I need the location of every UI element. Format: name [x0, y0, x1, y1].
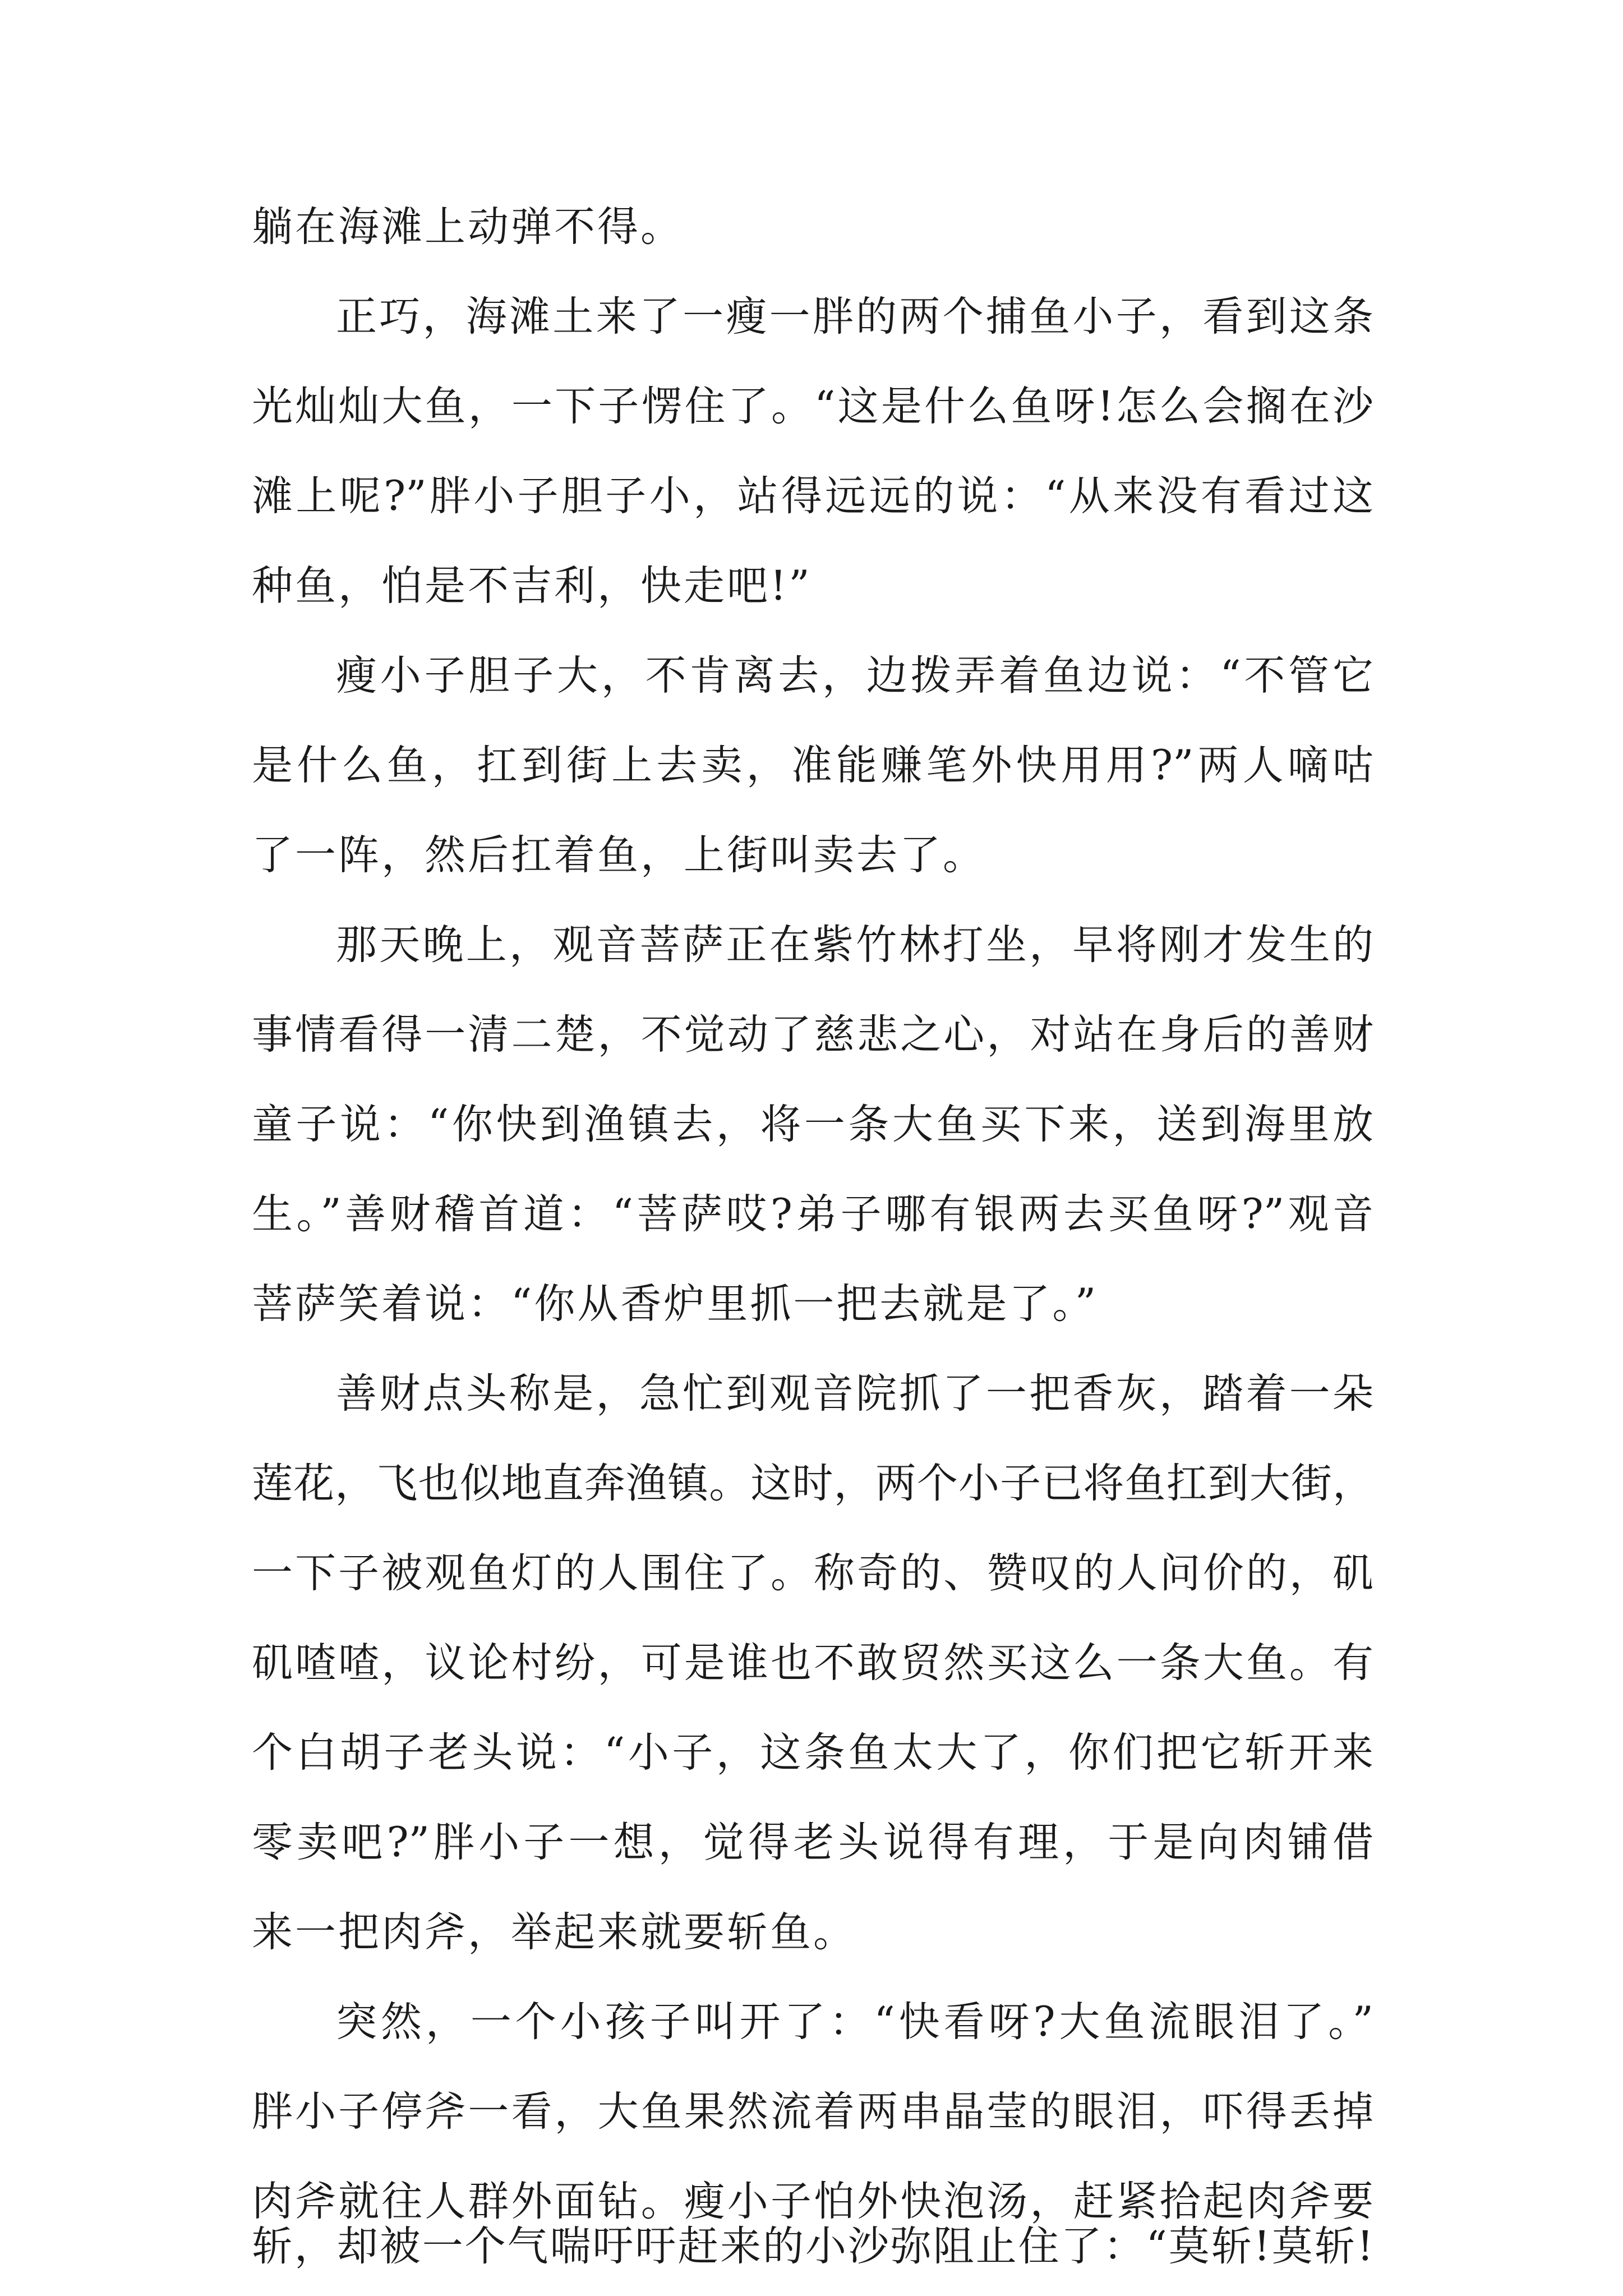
text-line-1: 躺在海滩上动弹不得。 [252, 203, 684, 251]
text-line-6: 瘦小子胆子大，不肯离去，边拨弄着鱼边说：“不管它 [336, 652, 1373, 700]
text-line-15: 莲花，飞也似地直奔渔镇。这时，两个小子已将鱼扛到大街， [252, 1460, 1373, 1507]
text-line-3: 光灿灿大鱼，一下子愣住了。“这是什么鱼呀!怎么会搁在沙 [252, 383, 1373, 430]
text-line-14: 善财点头称是，急忙到观音院抓了一把香灰，踏着一朵 [336, 1370, 1373, 1418]
text-line-4: 滩上呢?”胖小子胆子小，站得远远的说：“从来没有看过这 [252, 472, 1373, 520]
text-line-23: 肉斧就往人群外面钻。瘦小子怕外快泡汤，赶紧拾起肉斧要 [252, 2178, 1373, 2225]
text-line-18: 个白胡子老头说：“小子，这条鱼太大了，你们把它斩开来 [252, 1729, 1373, 1777]
text-line-10: 事情看得一清二楚，不觉动了慈悲之心，对站在身后的善财 [252, 1011, 1373, 1059]
text-line-7: 是什么鱼，扛到街上去卖，准能赚笔外快用用?”两人嘀咕 [252, 742, 1373, 789]
text-line-11: 童子说：“你快到渔镇去，将一条大鱼买下来，送到海里放 [252, 1101, 1373, 1148]
text-line-22: 胖小子停斧一看，大鱼果然流着两串晶莹的眼泪，吓得丢掉 [252, 2088, 1373, 2136]
text-line-24: 斩，却被一个气喘吁吁赶来的小沙弥阻止住了：“莫斩!莫斩! [252, 2223, 1373, 2270]
text-line-12: 生。”善财稽首道：“菩萨哎?弟子哪有银两去买鱼呀?”观音 [252, 1190, 1373, 1238]
text-line-9: 那天晚上，观音菩萨正在紫竹林打坐，早将刚才发生的 [336, 921, 1373, 969]
text-line-17: 矶喳喳，议论村纷，可是谁也不敢贸然买这么一条大鱼。有 [252, 1639, 1373, 1687]
text-line-20: 来一把肉斧，举起来就要斩鱼。 [252, 1908, 856, 1956]
text-line-2: 正巧，海滩土来了一瘦一胖的两个捕鱼小子，看到这条 [336, 293, 1373, 341]
text-line-5: 种鱼，怕是不吉利，快走吧!” [252, 562, 812, 610]
text-line-16: 一下子被观鱼灯的人围住了。称奇的、赞叹的人问价的，矶 [252, 1549, 1373, 1597]
text-line-21: 突然，一个小孩子叫开了：“快看呀?大鱼流眼泪了。” [336, 1998, 1373, 2046]
text-line-19: 零卖吧?”胖小子一想，觉得老头说得有理，于是向肉铺借 [252, 1819, 1373, 1866]
text-line-8: 了一阵，然后扛着鱼，上街叫卖去了。 [252, 831, 986, 879]
text-line-13: 菩萨笑着说：“你从香炉里抓一把去就是了。” [252, 1280, 1099, 1328]
